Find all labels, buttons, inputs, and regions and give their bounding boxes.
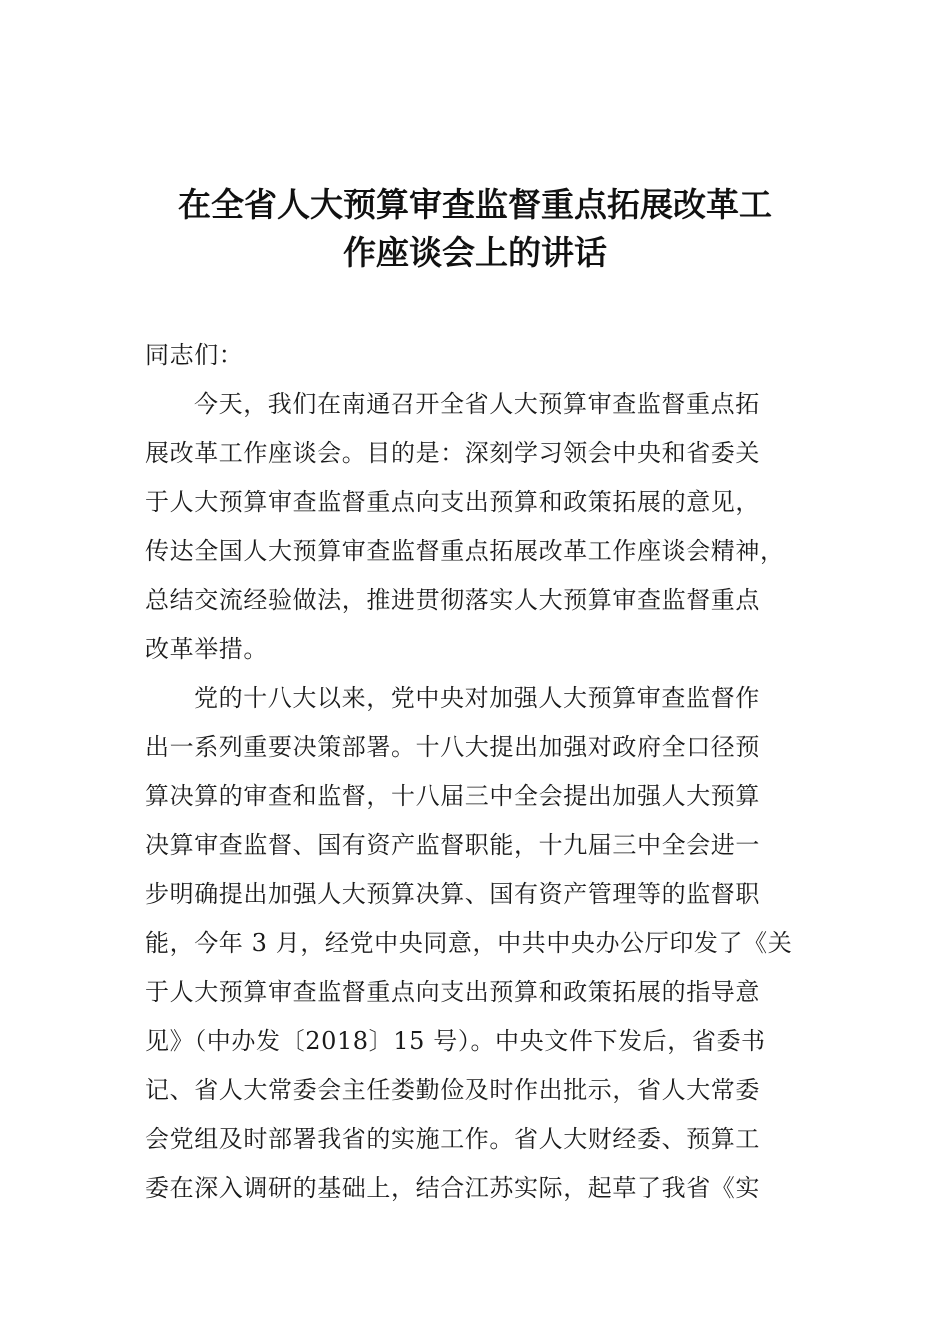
paragraph-1-line: 今天，我们在南通召开全省人大预算审查监督重点拓 — [194, 390, 760, 418]
paragraph-2-line: 于人大预算审查监督重点向支出预算和政策拓展的指导意 — [145, 978, 760, 1006]
document-title-line-2: 作座谈会上的讲话 — [343, 233, 607, 272]
paragraph-2-line: 记、省人大常委会主任娄勤俭及时作出批示，省人大常委 — [145, 1076, 760, 1104]
paragraph-2-line: 步明确提出加强人大预算决算、国有资产管理等的监督职 — [145, 880, 760, 908]
paragraph-1-line: 展改革工作座谈会。目的是：深刻学习领会中央和省委关 — [145, 439, 760, 467]
document-title-line-1: 在全省人大预算审查监督重点拓展改革工 — [178, 185, 772, 224]
paragraph-1-line: 改革举措。 — [145, 635, 268, 663]
paragraph-1-line: 传达全国人大预算审查监督重点拓展改革工作座谈会精神， — [145, 537, 785, 565]
salutation: 同志们： — [145, 341, 244, 369]
paragraph-2-line: 党的十八大以来，党中央对加强人大预算审查监督作 — [194, 684, 760, 712]
paragraph-1-line: 于人大预算审查监督重点向支出预算和政策拓展的意见， — [145, 488, 760, 516]
paragraph-2-line: 决算审查监督、国有资产监督职能，十九届三中全会进一 — [145, 831, 760, 859]
paragraph-1-line: 总结交流经验做法，推进贯彻落实人大预算审查监督重点 — [145, 586, 760, 614]
paragraph-2-line: 出一系列重要决策部署。十八大提出加强对政府全口径预 — [145, 733, 760, 761]
paragraph-2-line: 算决算的审查和监督，十八届三中全会提出加强人大预算 — [145, 782, 760, 810]
paragraph-2-line: 能，今年 3 月，经党中央同意，中共中央办公厅印发了《关 — [145, 929, 793, 957]
paragraph-2-line: 会党组及时部署我省的实施工作。省人大财经委、预算工 — [145, 1125, 760, 1153]
paragraph-2-line: 见》（中办发〔2018〕15 号）。中央文件下发后，省委书 — [145, 1027, 766, 1055]
paragraph-2-line: 委在深入调研的基础上，结合江苏实际，起草了我省《实 — [145, 1174, 760, 1202]
